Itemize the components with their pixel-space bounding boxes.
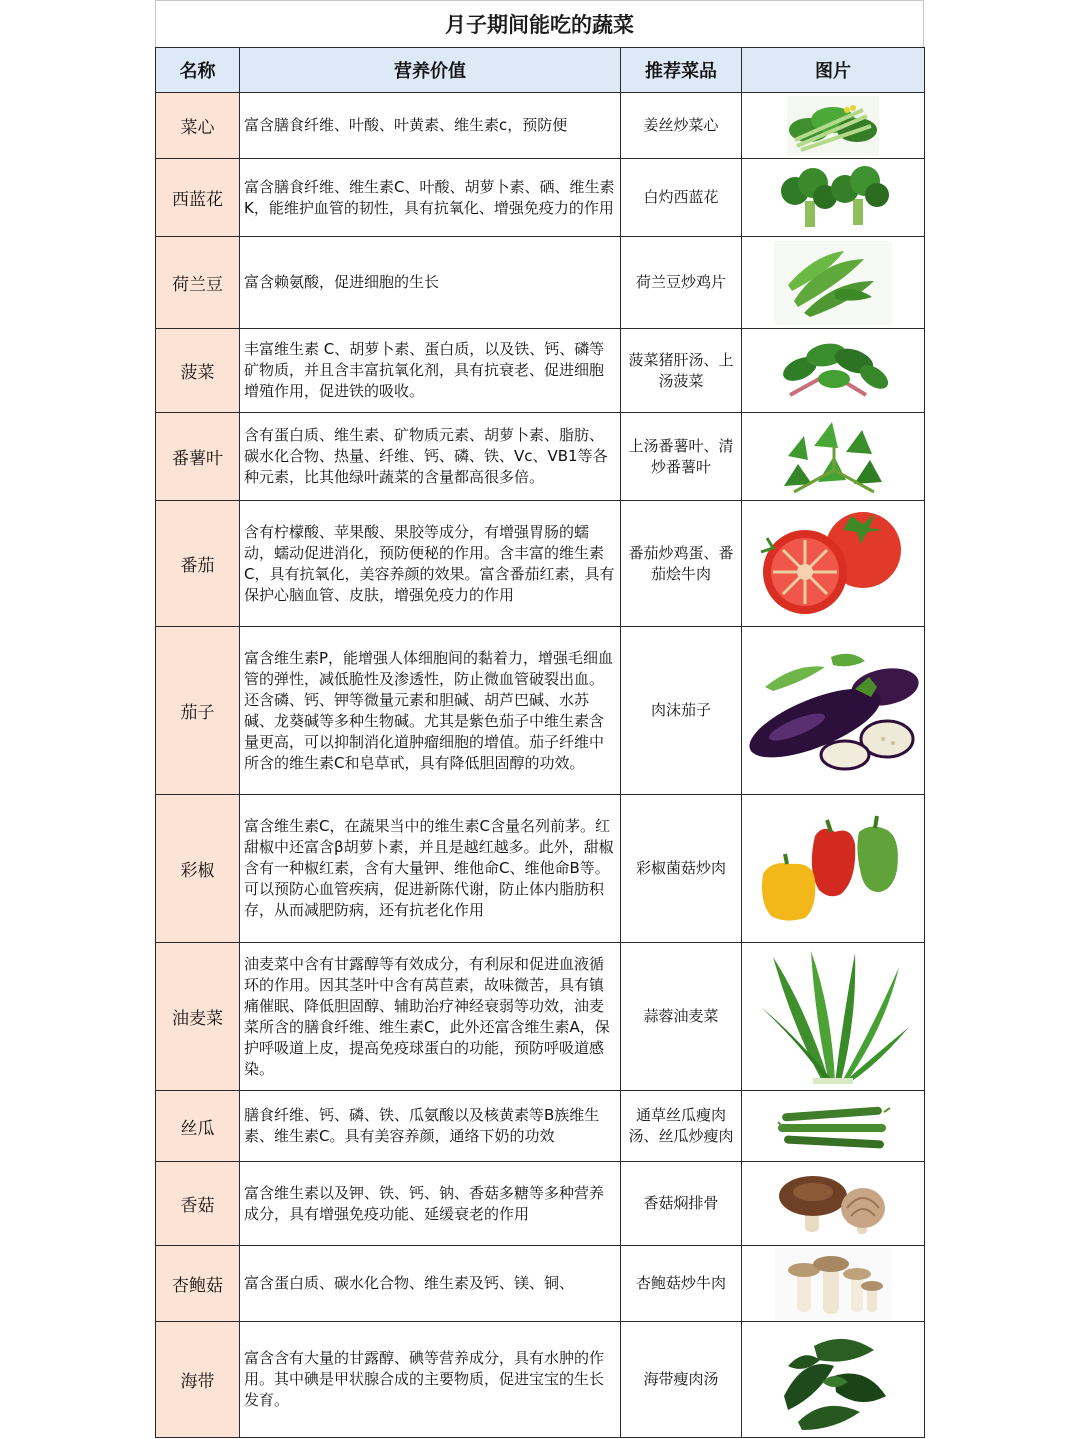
row-image xyxy=(742,93,925,159)
king-oyster-photo xyxy=(775,1248,891,1320)
row-name: 西蓝花 xyxy=(156,159,240,237)
row-image xyxy=(742,795,925,943)
row-name: 番茄 xyxy=(156,501,240,627)
row-dish: 上汤番薯叶、清炒番薯叶 xyxy=(621,413,742,501)
row-dish: 番茄炒鸡蛋、番茄烩牛肉 xyxy=(621,501,742,627)
row-name: 荷兰豆 xyxy=(156,237,240,329)
row-name: 茄子 xyxy=(156,627,240,795)
row-nutrition: 富含维生素C，在蔬果当中的维生素C含量名列前茅。红甜椒中还富含β胡萝卜素，并且是越红越多。此外，甜椒含有一种椒红素，含有大量钾、维他命C、维他命B等。可以预防心血管疾病，促进新陈代谢，防止体内脂肪积存，从而减肥防病，还有抗老化作用 xyxy=(240,795,621,943)
row-name: 菜心 xyxy=(156,93,240,159)
row-image xyxy=(742,1246,925,1322)
header-dish: 推荐菜品 xyxy=(621,48,742,93)
row-nutrition: 含有蛋白质、维生素、矿物质元素、胡萝卜素、脂肪、碳水化合物、热量、纤维、钙、磷、铁、Vc、VB1等各种元素，比其他绿叶蔬菜的含量都高很多倍。 xyxy=(240,413,621,501)
spinach-photo xyxy=(770,333,896,409)
row-dish: 荷兰豆炒鸡片 xyxy=(621,237,742,329)
row-nutrition: 含有柠檬酸、苹果酸、果胶等成分，有增强胃肠的蠕动，蠕动促进消化，预防便秘的作用。含丰富的维生素C，具有抗氧化，美容养颜的效果。富含番茄红素，具有保护心脑血管、皮肤，增强免疫力的作用 xyxy=(240,501,621,627)
row-nutrition: 油麦菜中含有甘露醇等有效成分，有利尿和促进血液循环的作用。因其茎叶中含有莴苣素，故味微苦，具有镇痛催眠、降低胆固醇、辅助治疗神经衰弱等功效，油麦菜所含的膳食纤维、维生素C，此外还富含维生素A，保护呼吸道上皮，提高免疫球蛋白的功能，预防呼吸道感染。 xyxy=(240,943,621,1091)
row-image xyxy=(742,501,925,627)
header-row xyxy=(156,48,925,93)
table-row xyxy=(156,413,925,501)
bell-peppers-photo xyxy=(755,810,911,928)
row-nutrition: 富含膳食纤维、维生素C、叶酸、胡萝卜素、硒、维生素K，能维护血管的韧性，具有抗氧化、增强免疫力的作用 xyxy=(240,159,621,237)
row-image xyxy=(742,1322,925,1438)
indian-lettuce-photo xyxy=(753,947,913,1087)
row-nutrition: 富含膳食纤维、叶酸、叶黄素、维生素c，预防便 xyxy=(240,93,621,159)
row-dish: 蒜蓉油麦菜 xyxy=(621,943,742,1091)
row-nutrition: 富含蛋白质、碳水化合物、维生素及钙、镁、铜、 xyxy=(240,1246,621,1322)
table-row xyxy=(156,93,925,159)
row-name: 海带 xyxy=(156,1322,240,1438)
sheet-title: 月子期间能吃的蔬菜 xyxy=(155,0,924,47)
sweet-potato-leaves-photo xyxy=(774,416,892,498)
vegetable-sheet xyxy=(155,0,924,1438)
row-nutrition: 丰富维生素 C、胡萝卜素、蛋白质，以及铁、钙、磷等矿物质，并且含丰富抗氧化剂，具有抗衰老、促进细胞增殖作用，促进铁的吸收。 xyxy=(240,329,621,413)
row-image xyxy=(742,329,925,413)
kelp-photo xyxy=(774,1326,892,1434)
table-row xyxy=(156,1091,925,1162)
row-nutrition: 富含含有大量的甘露醇、碘等营养成分，具有水肿的作用。其中碘是甲状腺合成的主要物质，促进宝宝的生长发育。 xyxy=(240,1322,621,1438)
table-row xyxy=(156,1322,925,1438)
row-dish: 海带瘦肉汤 xyxy=(621,1322,742,1438)
table-row xyxy=(156,943,925,1091)
row-nutrition: 富含维生素以及钾、铁、钙、钠、香菇多糖等多种营养成分，具有增强免疫功能、延缓衰老的作用 xyxy=(240,1162,621,1246)
row-dish: 杏鲍菇炒牛肉 xyxy=(621,1246,742,1322)
row-nutrition: 富含维生素P，能增强人体细胞间的黏着力，增强毛细血管的弹性，减低脆性及渗透性，防止微血管破裂出血。还含磷、钙、钾等微量元素和胆碱、胡芦巴碱、水苏碱、龙葵碱等多种生物碱。尤其是紫色茄子中维生素含量更高，可以抑制消化道肿瘤细胞的增值。茄子纤维中所含的维生素C和皂草甙，具有降低胆固醇的功效。 xyxy=(240,627,621,795)
row-dish: 香菇焖排骨 xyxy=(621,1162,742,1246)
table-row xyxy=(156,795,925,943)
row-image xyxy=(742,413,925,501)
table-row xyxy=(156,1162,925,1246)
header-name: 名称 xyxy=(156,48,240,93)
table-row xyxy=(156,501,925,627)
row-image xyxy=(742,159,925,237)
row-nutrition: 膳食纤维、钙、磷、铁、瓜氨酸以及核黄素等B族维生素、维生素C。具有美容养颜，通络下奶的功效 xyxy=(240,1091,621,1162)
table-row xyxy=(156,1246,925,1322)
row-image xyxy=(742,627,925,795)
vegetable-table xyxy=(155,47,925,1438)
row-name: 番薯叶 xyxy=(156,413,240,501)
broccoli-photo xyxy=(773,165,893,231)
tomato-photo xyxy=(755,510,911,618)
row-image xyxy=(742,237,925,329)
table-row xyxy=(156,627,925,795)
shiitake-photo xyxy=(777,1168,889,1240)
row-name: 彩椒 xyxy=(156,795,240,943)
row-name: 香菇 xyxy=(156,1162,240,1246)
snow-peas-photo xyxy=(774,241,892,325)
row-dish: 白灼西蓝花 xyxy=(621,159,742,237)
eggplant-photo xyxy=(745,647,921,775)
header-image: 图片 xyxy=(742,48,925,93)
row-image xyxy=(742,943,925,1091)
table-row xyxy=(156,329,925,413)
table-row xyxy=(156,159,925,237)
row-dish: 通草丝瓜瘦肉汤、丝瓜炒瘦肉 xyxy=(621,1091,742,1162)
row-dish: 菠菜猪肝汤、上汤菠菜 xyxy=(621,329,742,413)
header-nutrition: 营养价值 xyxy=(240,48,621,93)
row-name: 杏鲍菇 xyxy=(156,1246,240,1322)
row-image xyxy=(742,1162,925,1246)
choy-sum-photo xyxy=(787,96,879,156)
table-row xyxy=(156,237,925,329)
row-image xyxy=(742,1091,925,1162)
row-dish: 肉沫茄子 xyxy=(621,627,742,795)
row-dish: 彩椒菌菇炒肉 xyxy=(621,795,742,943)
luffa-photo xyxy=(774,1096,892,1156)
row-dish: 姜丝炒菜心 xyxy=(621,93,742,159)
row-name: 油麦菜 xyxy=(156,943,240,1091)
row-name: 丝瓜 xyxy=(156,1091,240,1162)
row-name: 菠菜 xyxy=(156,329,240,413)
row-nutrition: 富含赖氨酸，促进细胞的生长 xyxy=(240,237,621,329)
